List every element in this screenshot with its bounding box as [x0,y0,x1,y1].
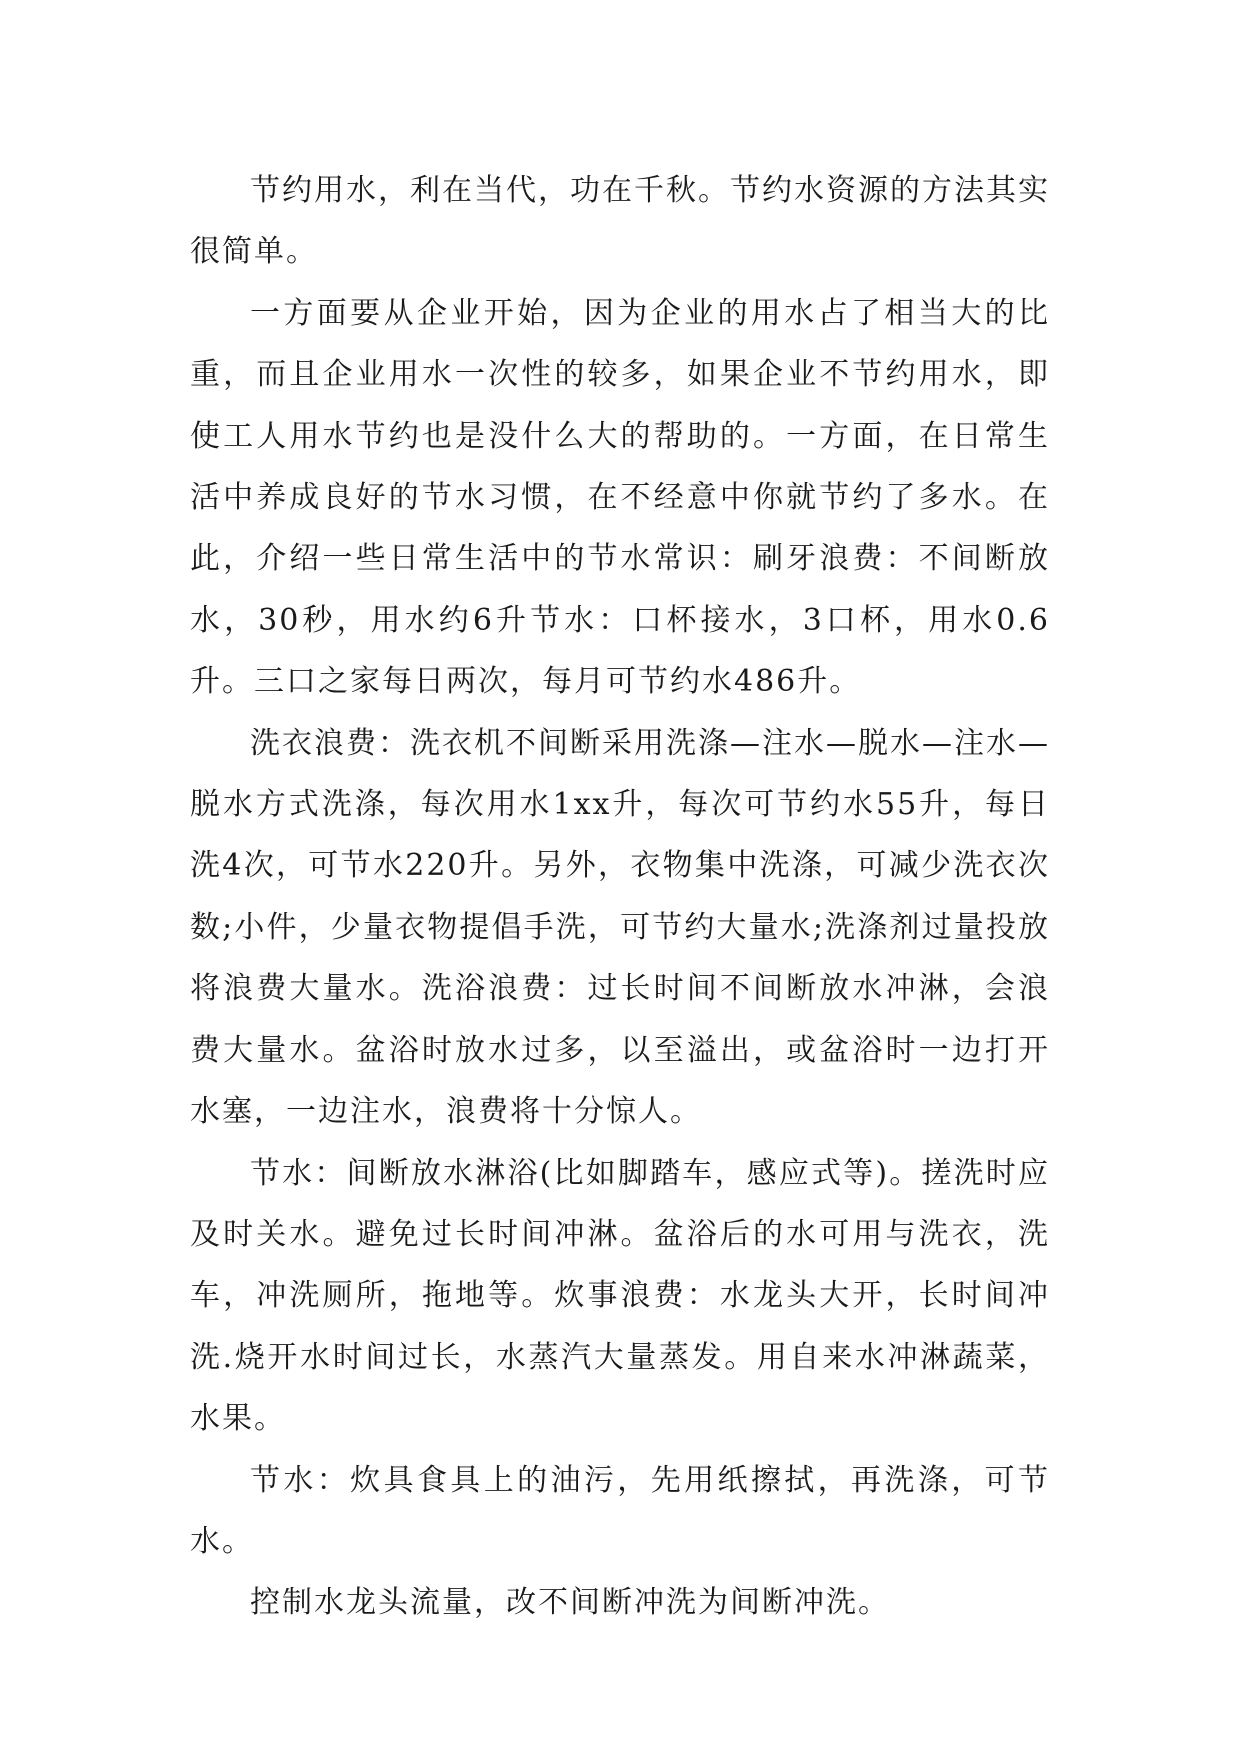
paragraph-3: 洗衣浪费：洗衣机不间断采用洗涤—注水—脱水—注水—脱水方式洗涤，每次用水1xx升，每次可节约水55升，每日洗4次，可节水220升。另外，衣物集中洗涤，可减少洗衣次数;小件，少量衣物提倡手洗，可节约大量水;洗涤剂过量投放将浪费大量水。洗浴浪费：过长时间不间断放水冲淋，会浪费大量水。盆浴时放水过多，以至溢出，或盆浴时一边打开水塞，一边注水，浪费将十分惊人。 [190,725,1050,1130]
paragraph-2: 一方面要从企业开始，因为企业的用水占了相当大的比重，而且企业用水一次性的较多，如果企业不节约用水，即使工人用水节约也是没什么大的帮助的。一方面，在日常生活中养成良好的节水习惯，在不经意中你就节约了多水。在此，介绍一些日常生活中的节水常识：刷牙浪费：不间断放水，30秒，用水约6升节水：口杯接水，3口杯，用水0.6升。三口之家每日两次，每月可节约水486升。 [190,295,1050,700]
paragraph-1: 节约用水，利在当代，功在千秋。节约水资源的方法其实很简单。 [190,173,1050,270]
paragraph-6: 控制水龙头流量，改不间断冲洗为间断冲洗。 [250,1585,890,1621]
paragraph-5: 节水：炊具食具上的油污，先用纸擦拭，再洗涤，可节水。 [190,1462,1050,1559]
document-body [190,160,1050,1634]
paragraph-4: 节水：间断放水淋浴(比如脚踏车，感应式等)。搓洗时应及时关水。避免过长时间冲淋。盆浴后的水可用与洗衣，洗车，冲洗厕所，拖地等。炊事浪费：水龙头大开，长时间冲洗.烧开水时间过长，水蒸汽大量蒸发。用自来水冲淋蔬菜，水果。 [190,1155,1050,1437]
